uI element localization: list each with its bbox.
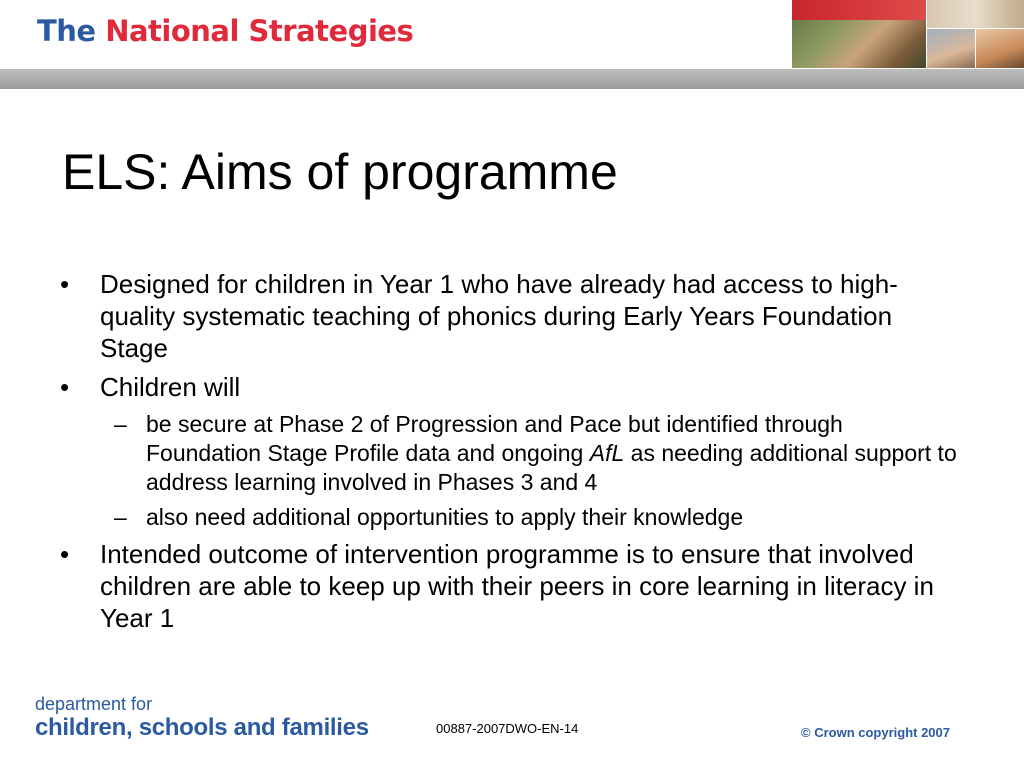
bullet-text: Intended outcome of intervention programme is to ensure that involved children are able to keep up with their peers in core learning in literacy in Year 1 <box>100 539 934 633</box>
bullet-text: Children will <box>100 372 241 402</box>
header-photo-strip <box>792 0 1024 68</box>
document-reference: 00887-2007DWO-EN-14 <box>436 721 579 736</box>
header-bar <box>0 0 1024 70</box>
dcsf-logo-line1: department for <box>35 694 153 714</box>
sub-bullet-text-cont: as needing additional support to address learning involved in Phases 3 and 4 <box>146 440 957 495</box>
sub-bullet-text: also need additional opportunities to apply their knowledge <box>146 504 744 530</box>
bullet-marker: • <box>60 269 70 299</box>
bullet-children-will <box>60 371 960 403</box>
photo-tile-child-right <box>976 29 1024 68</box>
national-strategies-logo <box>37 14 413 48</box>
afl-term: AfL <box>589 440 625 466</box>
photo-tile-classroom <box>792 20 926 68</box>
copyright-notice: © Crown copyright 2007 <box>801 725 950 740</box>
photo-tile-child-left <box>927 29 975 68</box>
bullet-intended-outcome <box>60 538 960 634</box>
photo-tile-children-top <box>927 0 1024 28</box>
sub-bullet-text: be secure at Phase 2 of Progression and Pace but identified through Foundation Stage Profile data and ongoing <box>146 411 843 466</box>
sub-bullet-additional-opportunities <box>60 503 960 532</box>
slide-body <box>60 268 960 641</box>
header-divider-band <box>0 69 1024 89</box>
logo-part-national-strategies: National Strategies <box>105 14 414 48</box>
photo-tile-red <box>792 0 926 20</box>
bullet-text: Designed for children in Year 1 who have already had access to high-quality systematic teaching of phonics during Early Years Foundation Stage <box>100 269 898 363</box>
dcsf-logo <box>35 694 369 742</box>
dcsf-logo-line2: children, schools and families <box>35 714 369 741</box>
logo-part-the: The <box>37 14 96 48</box>
dash-marker: – <box>114 504 127 530</box>
dash-marker: – <box>114 411 127 437</box>
bullet-marker: • <box>60 539 70 569</box>
sub-bullet-secure-phase-2 <box>60 410 960 497</box>
slide-title: ELS: Aims of programme <box>62 144 618 200</box>
bullet-designed-for <box>60 268 960 364</box>
bullet-marker: • <box>60 372 70 402</box>
